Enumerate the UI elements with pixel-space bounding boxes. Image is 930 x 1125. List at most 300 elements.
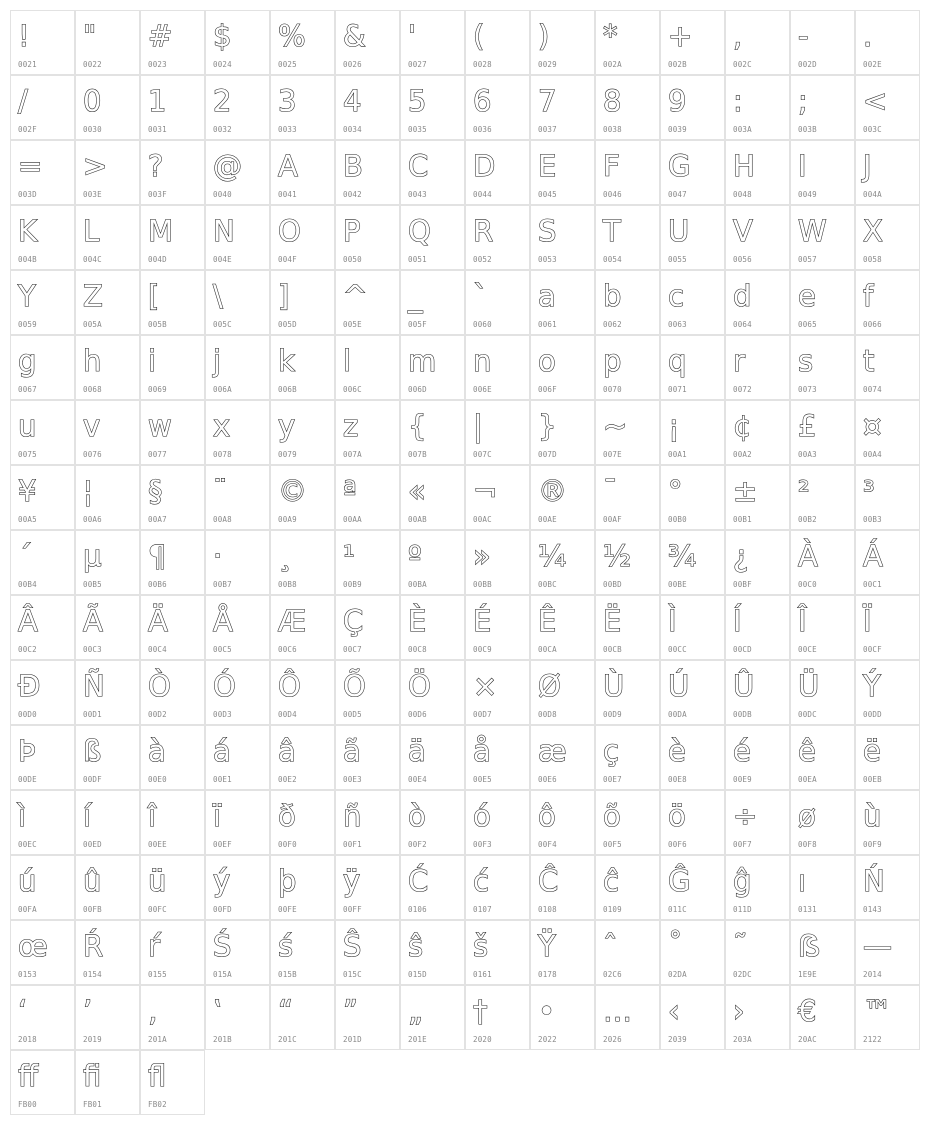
glyph-codepoint: FB02 (148, 1100, 167, 1109)
glyph-codepoint: 00F7 (733, 840, 752, 849)
glyph-cell (595, 400, 660, 465)
glyph-cell (595, 790, 660, 855)
glyph-cell (465, 465, 530, 530)
glyph-codepoint: 0075 (18, 450, 37, 459)
glyph-character: Ć (408, 864, 429, 898)
glyph-cell (75, 920, 140, 985)
glyph-character: ø (798, 799, 816, 833)
glyph-character: Ò (148, 669, 171, 703)
glyph-codepoint: 0076 (83, 450, 102, 459)
glyph-character: U (668, 214, 690, 248)
glyph-cell (205, 985, 270, 1050)
glyph-cell (400, 270, 465, 335)
glyph-character: ^ (343, 279, 368, 313)
glyph-cell (595, 530, 660, 595)
glyph-character: _ (408, 279, 423, 313)
glyph-codepoint: 00EB (863, 775, 882, 784)
glyph-character: Å (213, 604, 233, 638)
glyph-cell (855, 75, 920, 140)
glyph-character: 5 (408, 84, 427, 118)
glyph-cell (205, 855, 270, 920)
glyph-codepoint: 00CA (538, 645, 557, 654)
glyph-cell (270, 985, 335, 1050)
glyph-character: š (473, 929, 489, 963)
glyph-codepoint: 015A (213, 970, 232, 979)
glyph-codepoint: 0038 (603, 125, 622, 134)
glyph-codepoint: 015D (408, 970, 427, 979)
glyph-codepoint: 0060 (473, 320, 492, 329)
glyph-cell (270, 205, 335, 270)
glyph-codepoint: 00D3 (213, 710, 232, 719)
glyph-cell (790, 205, 855, 270)
glyph-codepoint: 0066 (863, 320, 882, 329)
glyph-character: t (863, 344, 875, 378)
glyph-character: G (668, 149, 691, 183)
glyph-cell (660, 660, 725, 725)
glyph-cell (140, 595, 205, 660)
glyph-codepoint: 00E7 (603, 775, 622, 784)
glyph-character: £ (798, 409, 817, 443)
glyph-character: ™ (863, 994, 892, 1028)
glyph-codepoint: 02DA (668, 970, 687, 979)
glyph-character: u (18, 409, 37, 443)
glyph-character: ¯ (603, 474, 618, 508)
glyph-codepoint: 0037 (538, 125, 557, 134)
glyph-cell (790, 10, 855, 75)
glyph-cell (140, 725, 205, 790)
glyph-cell (75, 660, 140, 725)
glyph-cell (10, 400, 75, 465)
glyph-cell (725, 75, 790, 140)
glyph-cell (790, 270, 855, 335)
glyph-codepoint: 00D0 (18, 710, 37, 719)
glyph-codepoint: 0042 (343, 190, 362, 199)
glyph-character: / (18, 84, 28, 118)
glyph-codepoint: 00CF (863, 645, 882, 654)
glyph-character: D (473, 149, 496, 183)
glyph-character: § (148, 474, 163, 508)
glyph-codepoint: 00C1 (863, 580, 882, 589)
glyph-codepoint: 004C (83, 255, 102, 264)
glyph-cell (10, 920, 75, 985)
glyph-codepoint: 00DB (733, 710, 752, 719)
glyph-cell (725, 725, 790, 790)
glyph-codepoint: 0064 (733, 320, 752, 329)
glyph-character: E (538, 149, 557, 183)
glyph-codepoint: 00B0 (668, 515, 687, 524)
glyph-codepoint: 00B9 (343, 580, 362, 589)
glyph-codepoint: 00AF (603, 515, 622, 524)
glyph-character: ¢ (733, 409, 752, 443)
glyph-cell (595, 660, 660, 725)
glyph-codepoint: 00F5 (603, 840, 622, 849)
glyph-codepoint: 00FB (83, 905, 102, 914)
glyph-codepoint: 00C4 (148, 645, 167, 654)
glyph-codepoint: 203A (733, 1035, 752, 1044)
glyph-codepoint: 2039 (668, 1035, 687, 1044)
glyph-character: ˚ (668, 929, 683, 963)
glyph-codepoint: 006D (408, 385, 427, 394)
glyph-character: x (213, 409, 231, 443)
glyph-codepoint: 0032 (213, 125, 232, 134)
glyph-character: F (603, 149, 620, 183)
glyph-character: q (668, 344, 687, 378)
glyph-character: ì (18, 799, 27, 833)
glyph-cell (75, 205, 140, 270)
glyph-codepoint: 0021 (18, 60, 37, 69)
glyph-character: M (148, 214, 174, 248)
glyph-codepoint: 0045 (538, 190, 557, 199)
glyph-cell (530, 205, 595, 270)
glyph-cell (10, 790, 75, 855)
glyph-codepoint: FB00 (18, 1100, 37, 1109)
glyph-cell (660, 140, 725, 205)
glyph-codepoint: 002C (733, 60, 752, 69)
glyph-codepoint: 00FC (148, 905, 167, 914)
glyph-character: m (408, 344, 437, 378)
glyph-cell (465, 985, 530, 1050)
glyph-character: z (343, 409, 359, 443)
glyph-codepoint: 00BD (603, 580, 622, 589)
glyph-character: € (798, 994, 817, 1028)
glyph-codepoint: 0030 (83, 125, 102, 134)
glyph-cell (10, 10, 75, 75)
glyph-cell (855, 400, 920, 465)
glyph-codepoint: 00BB (473, 580, 492, 589)
glyph-codepoint: 02DC (733, 970, 752, 979)
glyph-character: ¤ (863, 409, 882, 443)
glyph-cell (660, 335, 725, 400)
glyph-codepoint: 0044 (473, 190, 492, 199)
glyph-character: ĝ (733, 864, 752, 898)
glyph-codepoint: 002F (18, 125, 37, 134)
glyph-cell (270, 790, 335, 855)
glyph-character: ú (18, 864, 37, 898)
glyph-cell (725, 855, 790, 920)
glyph-codepoint: 015C (343, 970, 362, 979)
glyph-character: ï (213, 799, 222, 833)
glyph-cell (205, 10, 270, 75)
glyph-cell (335, 920, 400, 985)
glyph-codepoint: 004A (863, 190, 882, 199)
glyph-character: ó (473, 799, 491, 833)
glyph-character: ŝ (408, 929, 424, 963)
glyph-codepoint: 011C (668, 905, 687, 914)
glyph-codepoint: 0154 (83, 970, 102, 979)
glyph-codepoint: 00F9 (863, 840, 882, 849)
glyph-cell (335, 530, 400, 595)
glyph-cell (530, 985, 595, 1050)
glyph-codepoint: 00B7 (213, 580, 232, 589)
glyph-character: Ĉ (538, 864, 559, 898)
glyph-codepoint: 0155 (148, 970, 167, 979)
glyph-codepoint: 00A3 (798, 450, 817, 459)
glyph-cell (10, 725, 75, 790)
glyph-character: v (83, 409, 101, 443)
glyph-character: n (473, 344, 492, 378)
glyph-character: Ń (863, 864, 885, 898)
glyph-character: Ç (343, 604, 364, 638)
glyph-codepoint: 1E9E (798, 970, 817, 979)
glyph-codepoint: 00CC (668, 645, 687, 654)
glyph-character: Ì (668, 604, 677, 638)
glyph-cell (790, 140, 855, 205)
glyph-codepoint: 00CD (733, 645, 752, 654)
glyph-codepoint: 0131 (798, 905, 817, 914)
glyph-character: Ä (148, 604, 168, 638)
glyph-codepoint: 00EA (798, 775, 817, 784)
glyph-codepoint: 00C5 (213, 645, 232, 654)
glyph-character: ë (863, 734, 881, 768)
glyph-character: I (798, 149, 807, 183)
glyph-cell (400, 10, 465, 75)
glyph-codepoint: 00B1 (733, 515, 752, 524)
glyph-character: ´ (18, 539, 33, 573)
glyph-character: ˆ (603, 929, 618, 963)
glyph-codepoint: 00B5 (83, 580, 102, 589)
glyph-cell (270, 595, 335, 660)
glyph-character: 0 (83, 84, 102, 118)
glyph-cell (10, 530, 75, 595)
glyph-codepoint: 00AE (538, 515, 557, 524)
glyph-codepoint: 2122 (863, 1035, 882, 1044)
glyph-cell (75, 1050, 140, 1115)
glyph-codepoint: 00F3 (473, 840, 492, 849)
glyph-character: ﬀ (18, 1059, 38, 1093)
glyph-cell (660, 270, 725, 335)
glyph-codepoint: 0108 (538, 905, 557, 914)
glyph-cell (140, 1050, 205, 1115)
glyph-codepoint: 00E3 (343, 775, 362, 784)
glyph-codepoint: FB01 (83, 1100, 102, 1109)
glyph-cell (595, 725, 660, 790)
glyph-character: Ë (603, 604, 622, 638)
glyph-character: • (538, 994, 556, 1028)
glyph-character: p (603, 344, 622, 378)
glyph-codepoint: 0079 (278, 450, 297, 459)
glyph-cell (205, 400, 270, 465)
glyph-character: W (798, 214, 827, 248)
glyph-cell (75, 790, 140, 855)
glyph-codepoint: 011D (733, 905, 752, 914)
glyph-codepoint: 00A2 (733, 450, 752, 459)
glyph-character: ¹ (343, 539, 355, 573)
glyph-character: c (668, 279, 684, 313)
glyph-codepoint: 0054 (603, 255, 622, 264)
glyph-character: Ü (798, 669, 820, 703)
glyph-cell (10, 465, 75, 530)
glyph-cell (140, 660, 205, 725)
glyph-codepoint: 0062 (603, 320, 622, 329)
glyph-cell (270, 10, 335, 75)
glyph-character: w (148, 409, 172, 443)
glyph-codepoint: 00BE (668, 580, 687, 589)
glyph-codepoint: 0068 (83, 385, 102, 394)
glyph-codepoint: 0161 (473, 970, 492, 979)
glyph-codepoint: 00F2 (408, 840, 427, 849)
glyph-character: ü (148, 864, 167, 898)
glyph-character: @ (213, 149, 242, 183)
glyph-cell (660, 725, 725, 790)
glyph-codepoint: 0052 (473, 255, 492, 264)
glyph-cell (595, 75, 660, 140)
glyph-character: Ÿ (538, 929, 556, 963)
glyph-character: Ð (18, 669, 41, 703)
glyph-cell (335, 75, 400, 140)
glyph-character: â (278, 734, 296, 768)
glyph-codepoint: 0028 (473, 60, 492, 69)
glyph-codepoint: 006F (538, 385, 557, 394)
glyph-codepoint: 0023 (148, 60, 167, 69)
glyph-codepoint: 002A (603, 60, 622, 69)
glyph-character: ± (733, 474, 758, 508)
glyph-character: Þ (18, 734, 36, 768)
glyph-cell (335, 270, 400, 335)
glyph-cell (400, 465, 465, 530)
glyph-cell (10, 1050, 75, 1115)
glyph-character: R (473, 214, 494, 248)
glyph-codepoint: 00B6 (148, 580, 167, 589)
glyph-codepoint: 0049 (798, 190, 817, 199)
glyph-character: ' (408, 19, 416, 53)
glyph-cell (790, 400, 855, 465)
glyph-cell (205, 530, 270, 595)
glyph-codepoint: 201E (408, 1035, 427, 1044)
glyph-cell (790, 465, 855, 530)
glyph-character: y (278, 409, 296, 443)
glyph-cell (10, 985, 75, 1050)
glyph-character: ê (798, 734, 816, 768)
glyph-cell (790, 75, 855, 140)
glyph-cell (270, 335, 335, 400)
glyph-character: þ (278, 864, 297, 898)
glyph-character: k (278, 344, 295, 378)
glyph-cell (660, 205, 725, 270)
glyph-character: “ (278, 994, 294, 1028)
glyph-cell (725, 270, 790, 335)
glyph-character: Í (733, 604, 742, 638)
glyph-character: ¡ (668, 409, 680, 443)
glyph-codepoint: 0043 (408, 190, 427, 199)
glyph-cell (10, 75, 75, 140)
glyph-codepoint: 00C7 (343, 645, 362, 654)
glyph-codepoint: 00BF (733, 580, 752, 589)
glyph-cell (140, 855, 205, 920)
glyph-character: Ú (668, 669, 690, 703)
glyph-codepoint: 00B3 (863, 515, 882, 524)
glyph-codepoint: 00DF (83, 775, 102, 784)
glyph-codepoint: 0153 (18, 970, 37, 979)
glyph-character: ‚ (148, 994, 158, 1028)
glyph-codepoint: 201B (213, 1035, 232, 1044)
glyph-character: ö (668, 799, 686, 833)
glyph-character: ³ (863, 474, 875, 508)
glyph-cell (530, 10, 595, 75)
glyph-cell (205, 920, 270, 985)
glyph-character: ‹ (668, 994, 680, 1028)
glyph-codepoint: 0061 (538, 320, 557, 329)
glyph-codepoint: 0027 (408, 60, 427, 69)
glyph-codepoint: 005A (83, 320, 102, 329)
glyph-character: Â (18, 604, 38, 638)
glyph-character: à (148, 734, 166, 768)
glyph-cell (660, 595, 725, 660)
glyph-cell (660, 10, 725, 75)
glyph-character: ; (798, 84, 808, 118)
glyph-character: õ (603, 799, 621, 833)
glyph-cell (400, 920, 465, 985)
glyph-character: 2 (213, 84, 232, 118)
glyph-character: $ (213, 19, 232, 53)
glyph-character: B (343, 149, 363, 183)
glyph-codepoint: 00DD (863, 710, 882, 719)
glyph-cell (465, 725, 530, 790)
glyph-codepoint: 0058 (863, 255, 882, 264)
glyph-codepoint: 0109 (603, 905, 622, 914)
glyph-character: f (863, 279, 874, 313)
glyph-character: ÿ (343, 864, 361, 898)
glyph-codepoint: 003B (798, 125, 817, 134)
glyph-character: „ (408, 994, 424, 1028)
glyph-codepoint: 00CB (603, 645, 622, 654)
glyph-cell (270, 75, 335, 140)
glyph-codepoint: 00E8 (668, 775, 687, 784)
glyph-character: ¸ (278, 539, 293, 573)
glyph-character: Ñ (83, 669, 105, 703)
glyph-character: ß (83, 734, 102, 768)
glyph-character: ’ (83, 994, 93, 1028)
glyph-codepoint: 0047 (668, 190, 687, 199)
glyph-character: Q (408, 214, 431, 248)
glyph-cell (75, 335, 140, 400)
glyph-cell (465, 530, 530, 595)
glyph-codepoint: 00E2 (278, 775, 297, 784)
glyph-cell (465, 75, 530, 140)
glyph-character: ñ (343, 799, 362, 833)
glyph-character: ﬁ (83, 1059, 102, 1093)
glyph-cell (595, 595, 660, 660)
glyph-cell (465, 660, 530, 725)
glyph-codepoint: 00EC (18, 840, 37, 849)
glyph-codepoint: 00EE (148, 840, 167, 849)
glyph-character: í (83, 799, 92, 833)
glyph-character: ~ (603, 409, 628, 443)
glyph-codepoint: 00B4 (18, 580, 37, 589)
glyph-codepoint: 201A (148, 1035, 167, 1044)
glyph-character: ! (18, 19, 30, 53)
glyph-character: % (278, 19, 306, 53)
glyph-character: ẞ (798, 929, 821, 963)
glyph-cell (790, 530, 855, 595)
glyph-cell (595, 335, 660, 400)
glyph-codepoint: 0050 (343, 255, 362, 264)
glyph-character: ‛ (213, 994, 223, 1028)
glyph-cell (400, 205, 465, 270)
glyph-character: K (18, 214, 38, 248)
glyph-cell (595, 140, 660, 205)
glyph-cell (140, 790, 205, 855)
glyph-cell (725, 530, 790, 595)
glyph-codepoint: 002D (798, 60, 817, 69)
glyph-cell (465, 140, 530, 205)
glyph-codepoint: 0051 (408, 255, 427, 264)
glyph-character: ‘ (18, 994, 28, 1028)
glyph-codepoint: 201C (278, 1035, 297, 1044)
glyph-character: Ô (278, 669, 301, 703)
glyph-character: > (83, 149, 108, 183)
glyph-codepoint: 0069 (148, 385, 167, 394)
glyph-codepoint: 0106 (408, 905, 427, 914)
